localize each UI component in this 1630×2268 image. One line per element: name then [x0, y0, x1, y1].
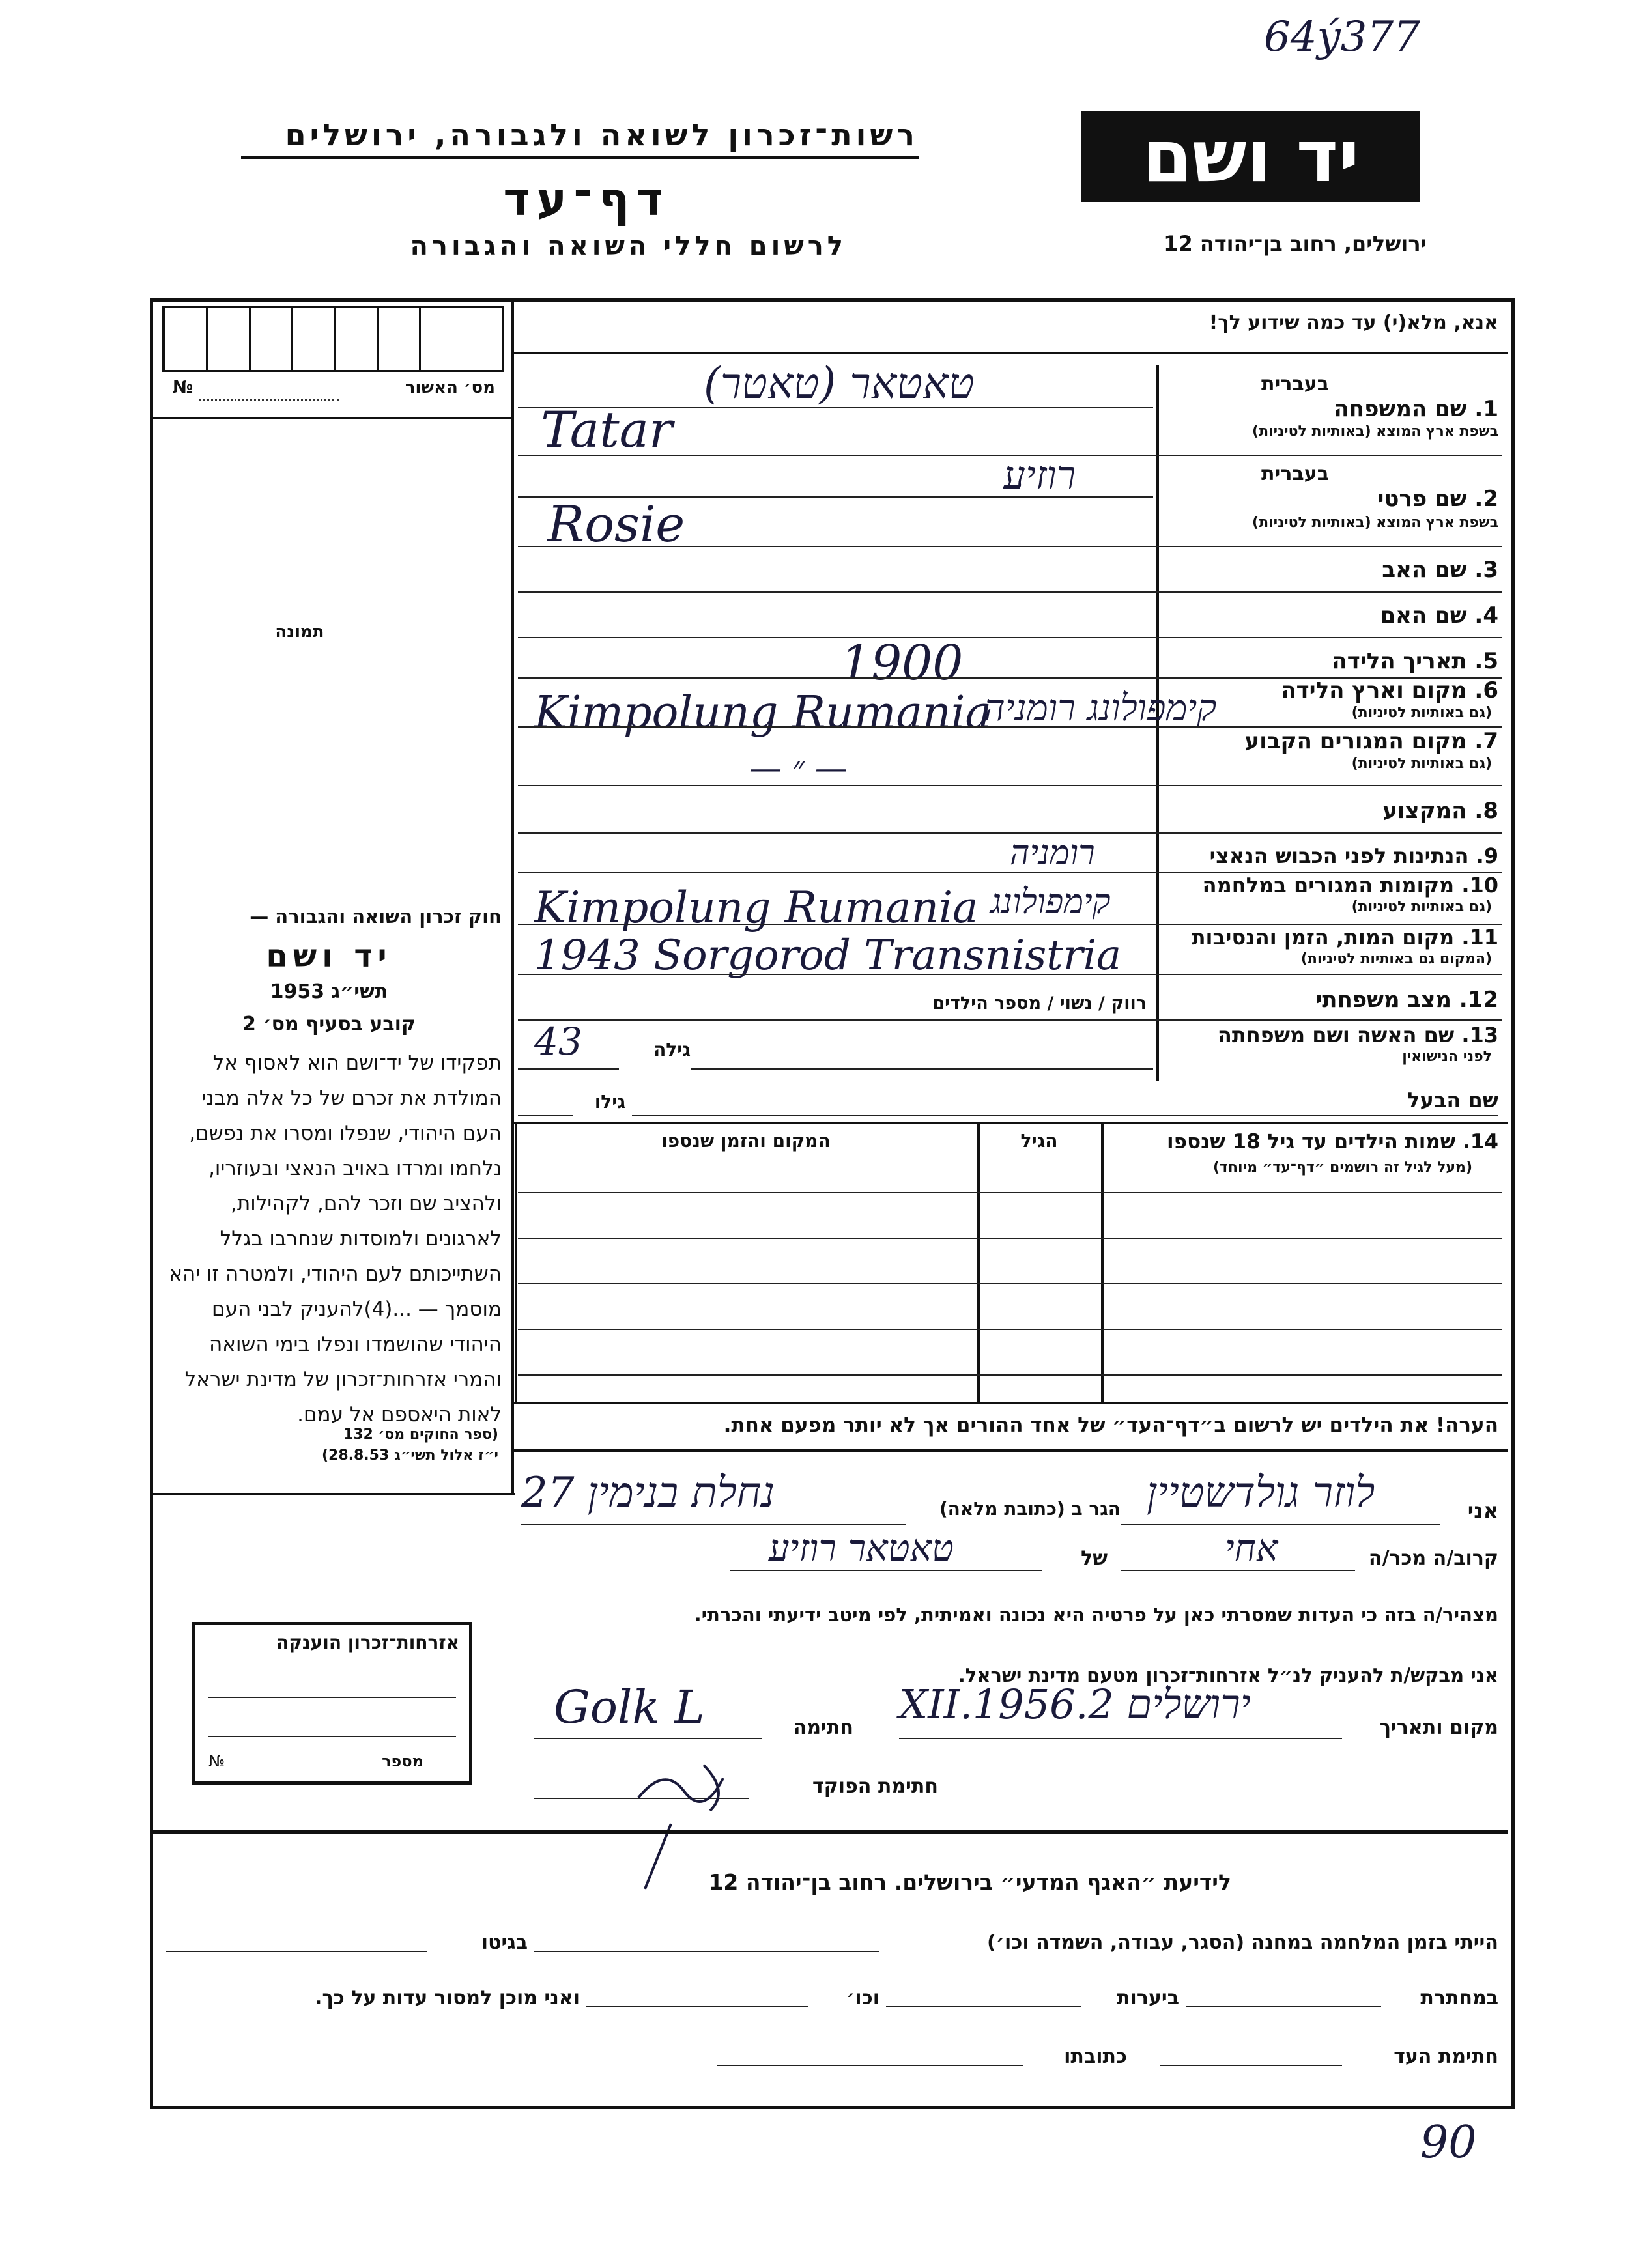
age-value[interactable]: 43 — [534, 1019, 582, 1064]
field-4-line[interactable] — [518, 637, 1502, 638]
field-7-line — [518, 785, 1502, 786]
children-row-2[interactable] — [518, 1238, 1502, 1239]
intro-text: אנא, מלא(י) עד כמה שידוע לך! — [1208, 311, 1498, 334]
children-place-col: המקום והזמן שנספו — [661, 1130, 831, 1152]
approval-no-label: מס׳ האשור — [405, 378, 495, 397]
place-date-label: מקום ותאריך — [1379, 1716, 1498, 1739]
field-1-latin-value[interactable]: Tatar — [541, 401, 673, 459]
citizenship-line-1[interactable] — [208, 1697, 456, 1698]
field-2-sub: בשפת ארץ המוצא (באותיות לטיניות) — [1252, 515, 1498, 531]
underground-line[interactable] — [1186, 2006, 1381, 2007]
camp-line: הייתי בזמן המלחמה במחנה (הסגר, עבודה, השמדה וכו׳) — [987, 1931, 1498, 1954]
signature-label: חתימה — [793, 1716, 853, 1739]
of-line — [730, 1570, 1042, 1571]
field-13-value-line[interactable] — [691, 1068, 1153, 1070]
field-6-line — [518, 726, 1502, 728]
section-14-top — [511, 1122, 1508, 1124]
section-decl-top — [511, 1449, 1508, 1452]
law-year: תשי״ג 1953 — [270, 980, 388, 1003]
place-date-line — [899, 1738, 1342, 1739]
field-3-label: 3. שם האב — [1382, 557, 1498, 583]
field-6-label: 6. מקום וארץ הלידה — [1281, 677, 1498, 703]
children-col-3 — [515, 1122, 517, 1402]
husband-line[interactable] — [632, 1115, 1498, 1116]
ready-label: ואני מוכן למסור עדות על כך. — [315, 1987, 580, 2009]
signature-line — [534, 1738, 762, 1739]
citizenship-box — [192, 1622, 472, 1785]
field-6-heb-value[interactable]: קימפולונג רומניה — [984, 687, 1217, 730]
law-text: תפקידו של יד־ושם הוא לאסוף אל המולדת את זכרם של כל אלה מבני העם היהודי, שנפלו ומסרו את נפשם, נלחמו ומרדו באויב הנאצי ובעוזריו, ולהציב שם וזכר להם, לקהילות, לארגונים ולמוסדות שנחרבו בגלל השתייכותם לעם היהודי, ולמטרה זו יהא מוסמך — ...(4)להעניק לבני העם היהודי שהושמדו ונפלו בימי השואה והמרי אזרחות־זכרון של מדינת ישראל לאות היאספם אל עמם. — [169, 1051, 502, 1426]
field-1-label: 1. שם המשפחה — [1334, 396, 1498, 422]
children-row-3[interactable] — [518, 1283, 1502, 1284]
camp-value-line[interactable] — [534, 1951, 879, 1952]
field-10-sub: (גם באותיות לטיניות) — [1351, 899, 1492, 915]
place-date-value[interactable]: ירושלים 2.XII.1956 — [899, 1680, 1251, 1728]
field-5-label: 5. תאריך הלידה — [1332, 648, 1498, 674]
age-label: גילה — [653, 1039, 691, 1060]
field-11-value[interactable]: 1943 Sorgorod Transnistria — [534, 931, 1122, 980]
husband-label: שם הבעל — [1407, 1088, 1498, 1113]
witness-sig-label: חתימת העד — [1394, 2045, 1498, 2068]
footer-notice: לידיעת ״האגף המדעי״ בירושלים. רחוב בן־יהודה 12 — [708, 1869, 1231, 1895]
field-13-sub: לפני הנישואין — [1402, 1049, 1492, 1065]
field-12-label: 12. מצב משפחתי — [1315, 987, 1498, 1013]
husband-age-label: גילו — [594, 1091, 625, 1113]
field-14-label: 14. שמות הילדים עד גיל 18 שנספו — [1167, 1130, 1498, 1154]
relative-value[interactable]: אחי — [1225, 1527, 1278, 1570]
relative-line — [1121, 1570, 1355, 1571]
ani-value[interactable]: לוזר גולדשטיין — [1147, 1469, 1375, 1517]
etc-label: וכו׳ — [846, 1987, 879, 2009]
husband-age-line[interactable] — [518, 1115, 573, 1116]
field-12-line[interactable] — [518, 1019, 1502, 1021]
statement: מצהיר/ה בזה כי העדות שמסרתי כאן על פרטיה היא נכונה ואמיתית, לפי מיטב ידיעתי והכרתי. — [694, 1604, 1498, 1626]
citizenship-title: אזרחות־זכרון הוענקה — [276, 1632, 459, 1653]
witness-sig-line[interactable] — [1160, 2065, 1342, 2066]
field-1-sub: בשפת ארץ המוצא (באותיות לטיניות) — [1252, 423, 1498, 440]
children-col-1 — [1101, 1122, 1104, 1402]
law-ref-1: (ספר החוקים מס׳ 132 — [343, 1426, 498, 1443]
ani-label: אני — [1467, 1498, 1498, 1523]
children-age-col: הגיל — [1020, 1130, 1058, 1152]
ghetto-line[interactable] — [166, 1951, 427, 1952]
field-2-latin-value[interactable]: Rosie — [547, 495, 685, 553]
in-hebrew-2: בעברית — [1261, 462, 1329, 485]
field-2-label: 2. שם פרטי — [1377, 486, 1498, 512]
intro-line — [511, 352, 1508, 354]
citizenship-number-mark: № — [208, 1752, 225, 1770]
photo-top-line — [153, 417, 511, 419]
children-row-4[interactable] — [518, 1329, 1502, 1330]
law-title: חוק זכרון השואה והגבורה — — [250, 905, 502, 928]
age-line — [518, 1068, 619, 1070]
resident-label: הגר ב (כתובת מלאה) — [939, 1498, 1121, 1520]
field-10-heb-value[interactable]: קימפולונג — [990, 883, 1111, 922]
authority-title: רשות־זכרון לשואה ולגבורה, ירושלים — [285, 117, 919, 152]
field-7-value[interactable]: — ״ — — [749, 749, 848, 787]
field-13-label: 13. שם האשה ושם משפחתה — [1217, 1023, 1498, 1047]
children-row-5[interactable] — [518, 1374, 1502, 1376]
signature-value[interactable]: Golk L — [554, 1680, 705, 1734]
law-ref-2: י״ז אלול תשי״ג 28.8.53) — [321, 1447, 498, 1464]
etc-line[interactable] — [586, 2006, 808, 2007]
request: אני מבקש/ת להעניק לנ״ל אזרחות־זכרון מטעם מדינת ישראל. — [958, 1664, 1498, 1686]
relative-label: קרוב/ה מכר/ה — [1368, 1547, 1498, 1570]
field-8-label: 8. המקצוע — [1382, 798, 1498, 824]
field-4-label: 4. שם האם — [1380, 602, 1498, 629]
note: הערה! את הילדים יש לרשום ב״דף־העד״ של אחד ההורים אך לא יותר מפעם אחת. — [723, 1413, 1498, 1437]
field-9-label: 9. הנתינות לפני הכבוש הנאצי — [1209, 843, 1498, 868]
of-label: של — [1081, 1547, 1108, 1570]
page-number: 90 — [1420, 2117, 1477, 2168]
citizenship-number-label: מספר — [382, 1752, 423, 1770]
forests-label: ביערות — [1117, 1987, 1179, 2009]
yad-vashem-logo: יד ושם — [1081, 111, 1420, 202]
citizenship-line-2[interactable] — [208, 1736, 456, 1737]
ghetto-label: בגיטו — [481, 1931, 528, 1954]
field-2-line — [518, 546, 1502, 547]
field-10-label: 10. מקומות המגורים במלחמה — [1202, 873, 1498, 898]
field-10-value[interactable]: Kimpolung Rumania — [534, 883, 979, 933]
children-row-1[interactable] — [518, 1192, 1502, 1193]
field-12-sub: רווק / נשוי / מספר הילדים — [932, 993, 1147, 1014]
footer-divider — [153, 1830, 1508, 1834]
photo-label: תמונה — [275, 622, 324, 642]
law-name: יד ושם — [266, 938, 392, 974]
in-hebrew-1: בעברית — [1261, 373, 1329, 395]
resident-value[interactable]: נחלת בנימין 27 — [521, 1469, 775, 1517]
field-6-value[interactable]: Kimpolung Rumania — [534, 687, 992, 739]
form-title: דף־עד — [503, 173, 670, 226]
field-14-sub: (מעל לגיל זה רושמים ״דף־עד״ מיוחד) — [1212, 1159, 1472, 1176]
approval-no-mark: № — [173, 378, 193, 397]
archive-number: 64ý377 — [1264, 13, 1420, 61]
section-note-top — [511, 1402, 1508, 1404]
address-line[interactable] — [717, 2065, 1023, 2066]
field-7-label: 7. מקום המגורים הקבוע — [1244, 728, 1498, 754]
field-3-line[interactable] — [518, 591, 1502, 593]
field-11-sub: (המקום גם באותיות לטיניות) — [1300, 951, 1492, 967]
law-clause: קובע בסעיף מס׳ 2 — [242, 1013, 416, 1036]
form-subtitle: לרשום חללי השואה והגבורה — [410, 231, 847, 261]
field-11-line — [518, 974, 1502, 975]
field-11-label: 11. מקום המות, הזמן והנסיבות — [1191, 925, 1498, 950]
address: ירושלים, רחוב בן־יהודה 12 — [1164, 231, 1427, 256]
field-5-value[interactable]: 1900 — [840, 635, 964, 691]
forests-line[interactable] — [886, 2006, 1081, 2007]
underground-label: במחתרת — [1420, 1987, 1498, 2009]
field-9-value[interactable]: רומניה — [1010, 834, 1095, 873]
approval-no-line[interactable] — [199, 399, 339, 401]
resident-line — [521, 1524, 906, 1525]
sidebar-divider — [511, 301, 514, 1493]
ani-line — [1121, 1524, 1440, 1525]
address-label: כתובתו — [1064, 2045, 1127, 2068]
code-boxes — [162, 306, 504, 372]
field-2-heb-value[interactable]: רוזיע — [1003, 453, 1076, 498]
field-1-heb-value[interactable]: טאטאר (טאטר) — [704, 358, 975, 408]
officer-label: חתימת הפוקד — [812, 1775, 938, 1798]
of-value[interactable]: טאטאר רוזיע — [769, 1527, 954, 1570]
field-6-sub: (גם באותיות לטיניות) — [1351, 705, 1492, 721]
title-underline — [241, 156, 919, 159]
field-7-sub: (גם באותיות לטיניות) — [1351, 756, 1492, 772]
children-col-2 — [977, 1122, 980, 1402]
sidebar-bottom-line — [153, 1493, 515, 1495]
